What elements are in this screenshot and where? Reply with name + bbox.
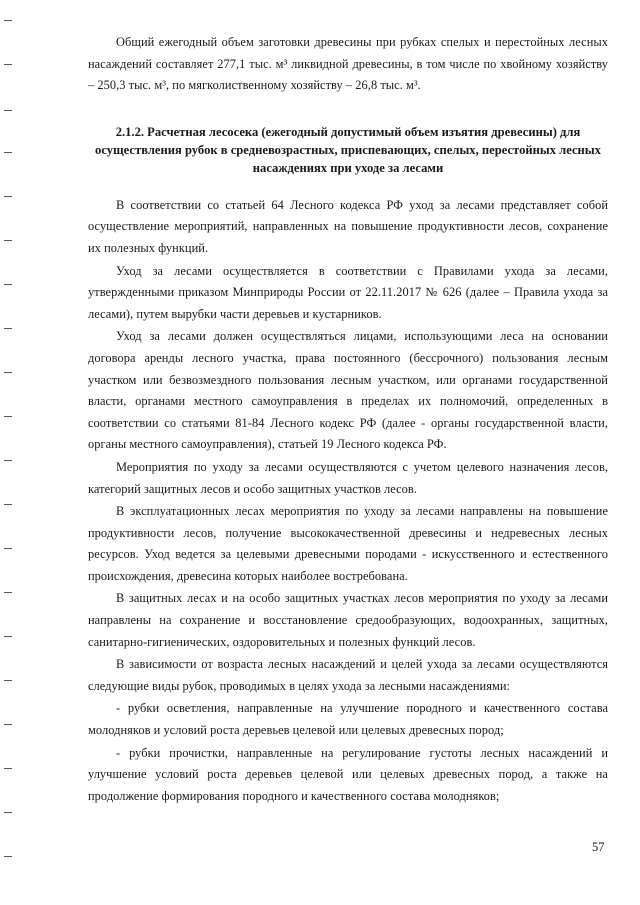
margin-mark: [4, 20, 12, 21]
margin-mark: [4, 110, 12, 111]
paragraph-felling-types-intro: В зависимости от возраста лесных насаждений и целей ухода за лесами осуществляются следующие виды рубок, проводимых в целях ухода за лесными насаждениями:: [88, 657, 608, 693]
margin-mark: [4, 768, 12, 769]
margin-mark: [4, 592, 12, 593]
list-item-clearing-felling: - рубки осветления, направленные на улучшение породного и качественного состава молодняков и условий роста деревьев целевой или целевых древесных пород;: [88, 701, 608, 738]
margin-mark: [4, 372, 12, 373]
section-heading: 2.1.2. Расчетная лесосека (ежегодный допустимый объем изъятия древесины) для осуществления рубок в средневозрастных, приспевающих, спелых, перестойных лесных насаждениях при уходе за лесами: [95, 124, 601, 175]
paragraph-exploitation-forests: В эксплуатационных лесах мероприятия по уходу за лесами направлены на повышение продуктивности лесов, получение высококачественной древесины и недревесных лесных ресурсов. Уход ведется за целевыми древесными породами - искусственного и естественного происхождения, древесина которых наиболее востребована.: [88, 504, 608, 583]
margin-mark: [4, 416, 12, 417]
margin-mark: [4, 460, 12, 461]
intro-paragraph: Общий ежегодный объем заготовки древесины при рубках спелых и перестойных лесных насаждений составляет 277,1 тыс. м³ ликвидной древесины, в том числе по хвойному хозяйству – 250,3 тыс. м³, по мягколиственному хозяйству – 26,8 тыс. м³.: [88, 35, 608, 93]
margin-mark: [4, 64, 12, 65]
margin-mark: [4, 240, 12, 241]
margin-mark: [4, 196, 12, 197]
margin-mark: [4, 284, 12, 285]
page-content: [88, 32, 608, 807]
margin-mark: [4, 856, 12, 857]
list-item-cleaning-felling: - рубки прочистки, направленные на регулирование густоты лесных насаждений и улучшение условий роста деревьев целевой или целевых древесных пород, а также на продолжение формирования породного и качественного состава молодняков;: [88, 745, 608, 803]
paragraph-purpose-consideration: Мероприятия по уходу за лесами осуществляются с учетом целевого назначения лесов, категорий защитных лесов и особо защитных участков лесов.: [88, 459, 608, 496]
page-number: 57: [592, 840, 605, 854]
binding-margin-marks: [0, 0, 20, 905]
paragraph-protective-forests: В защитных лесах и на особо защитных участках лесов мероприятия по уходу за лесами направлены на сохранение и восстановление средообразующих, водоохранных, защитных, санитарно-гигиенических, оздоровительных и полезных функций лесов.: [88, 591, 608, 649]
margin-mark: [4, 504, 12, 505]
margin-mark: [4, 680, 12, 681]
margin-mark: [4, 152, 12, 153]
margin-mark: [4, 812, 12, 813]
margin-mark: [4, 548, 12, 549]
margin-mark: [4, 724, 12, 725]
margin-mark: [4, 328, 12, 329]
paragraph-responsible-parties: Уход за лесами должен осуществляться лицами, использующими леса на основании договора аренды лесного участка, права постоянного (бессрочного) пользования лесным участком или безвозмездного пользования лесным участком, или органами государственной власти, органами местного самоуправления в пределах их полномочий, определенных в соответствии со статьями 81-84 Лесного кодекс РФ (далее - органы государственной власти, органы местного самоуправления), статьей 19 Лесного кодекса РФ.: [88, 329, 608, 452]
paragraph-care-rules: Уход за лесами осуществляется в соответствии с Правилами ухода за лесами, утвержденными приказом Минприроды России от 22.11.2017 № 626 (далее – Правила ухода за лесами), путем вырубки части деревьев и кустарников.: [88, 263, 608, 321]
paragraph-article-64: В соответствии со статьей 64 Лесного кодекса РФ уход за лесами представляет собой осуществление мероприятий, направленных на повышение продуктивности лесов, сохранение их полезных функций.: [88, 197, 608, 255]
margin-mark: [4, 636, 12, 637]
